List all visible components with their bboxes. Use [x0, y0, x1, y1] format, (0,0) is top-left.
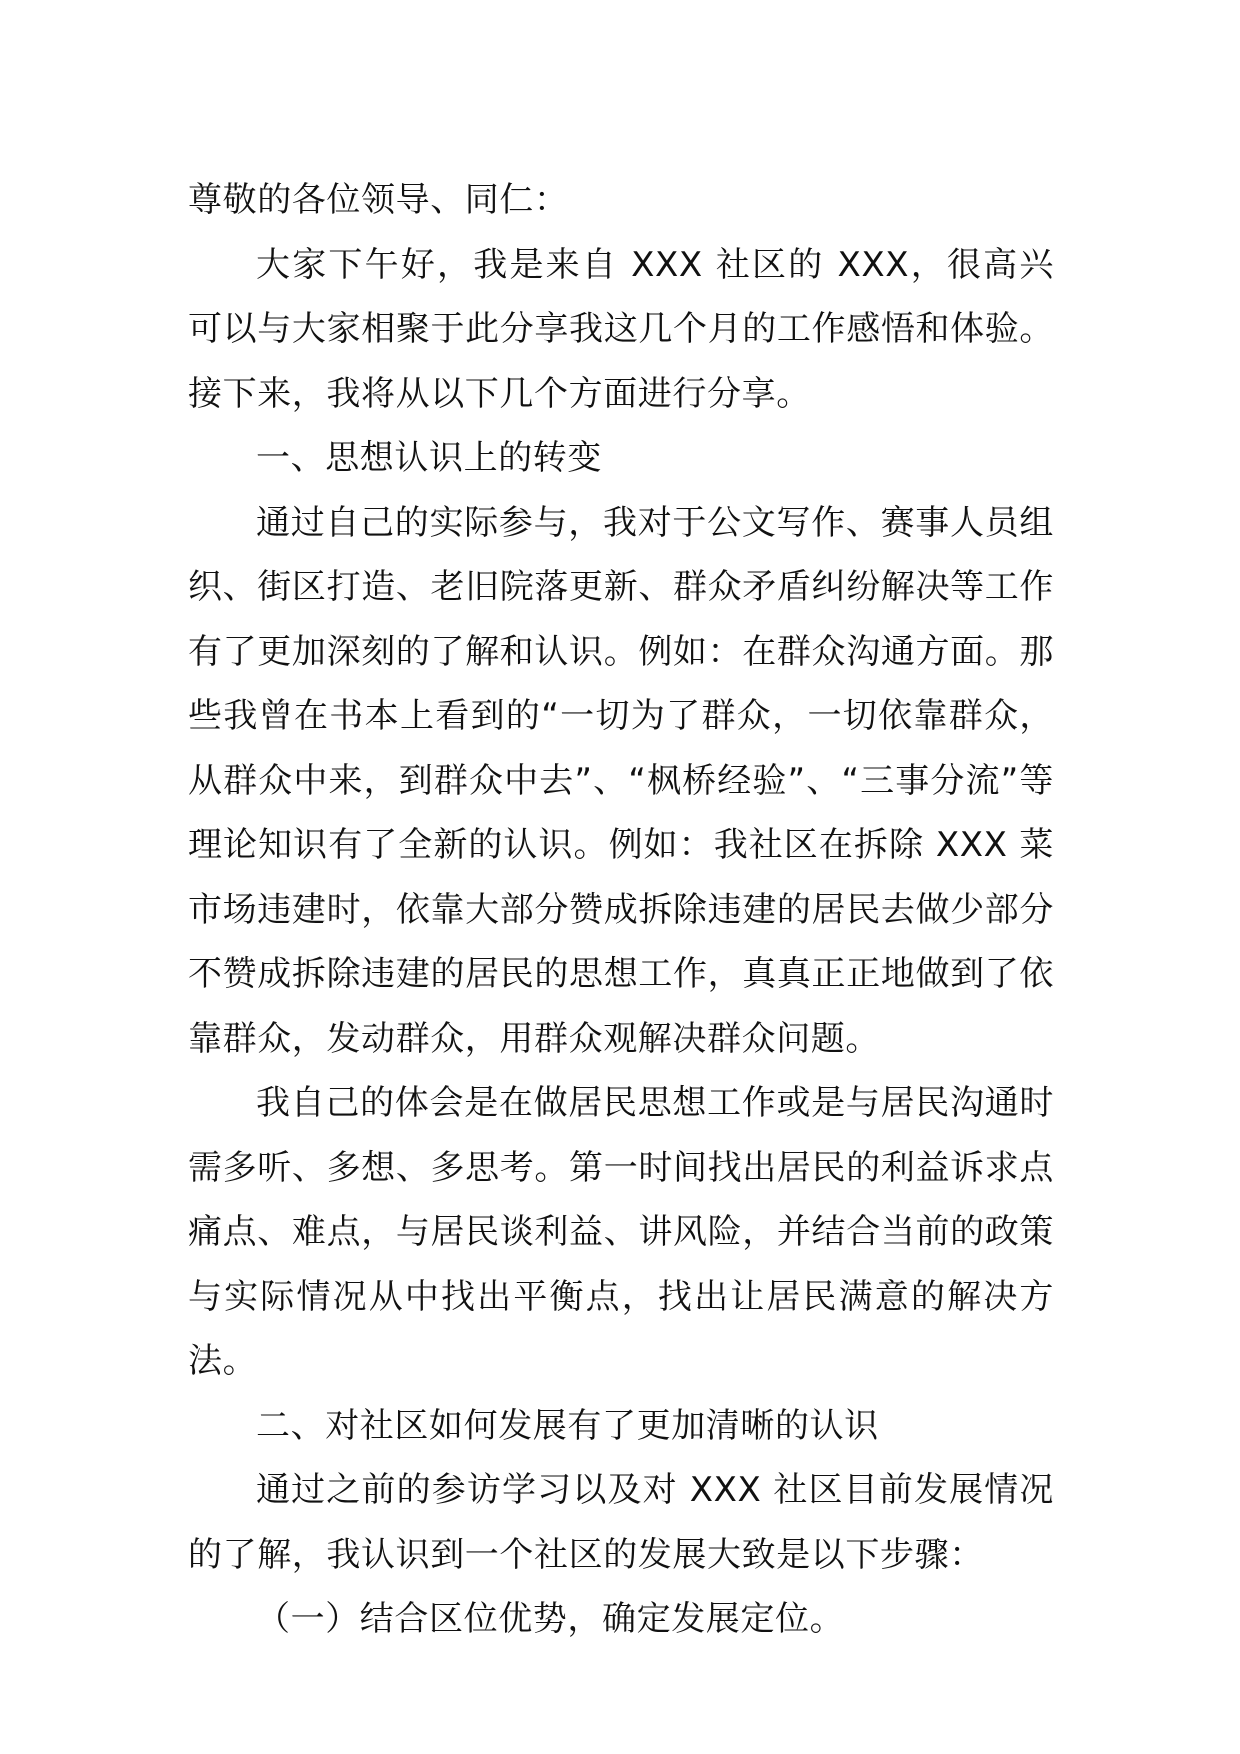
- document-body: [188, 168, 1054, 1652]
- paragraph-personal-reflection: 我自己的体会是在做居民思想工作或是与居民沟通时需多听、多想、多思考。第一时间找出居民的利益诉求点痛点、难点，与居民谈利益、讲风险，并结合当前的政策与实际情况从中找出平衡点，找出让居民满意的解决方法。: [188, 1083, 1054, 1381]
- paragraph-section-2-body: 通过之前的参访学习以及对 XXX 社区目前发展情况的了解，我认识到一个社区的发展大致是以下步骤：: [188, 1470, 1054, 1575]
- section-heading-2: 二、对社区如何发展有了更加清晰的认识: [256, 1405, 879, 1446]
- paragraph-greeting: 大家下午好，我是来自 XXX 社区的 XXX，很高兴可以与大家相聚于此分享我这几个月的工作感悟和体验。接下来，我将从以下几个方面进行分享。: [188, 244, 1054, 414]
- paragraph-section-1-body: 通过自己的实际参与，我对于公文写作、赛事人员组织、街区打造、老旧院落更新、群众矛盾纠纷解决等工作有了更加深刻的了解和认识。例如：在群众沟通方面。那些我曾在书本上看到的“一切为了群众，一切依靠群众，从群众中来，到群众中去”、“枫桥经验”、“三事分流”等理论知识有了全新的认识。例如：我社区在拆除 XXX 菜市场违建时，依靠大部分赞成拆除违建的居民去做少部分不赞成拆除违建的居民的思想工作，真真正正地做到了依靠群众，发动群众，用群众观解决群众问题。: [188, 502, 1054, 1059]
- subheading-1: （一）结合区位优势，确定发展定位。: [256, 1599, 845, 1639]
- salutation: 尊敬的各位领导、同仁：: [188, 180, 569, 220]
- section-heading-1: 一、思想认识上的转变: [256, 438, 602, 478]
